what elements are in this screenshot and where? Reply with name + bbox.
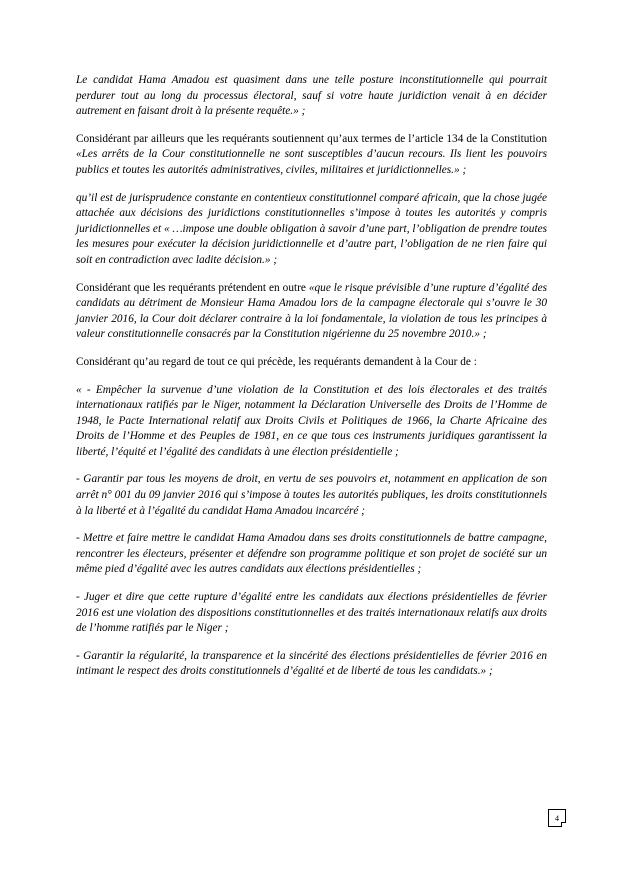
paragraph	[76, 191, 547, 269]
quoted-text: Le candidat Hama Amadou est quasiment dans une telle posture inconstitutionnelle qui pourrait perdurer tout au long du processus électoral, sauf si votre haute juridiction venait à en décider autrement en faisant droit à la présente requête.» ;	[76, 74, 547, 118]
quoted-text: - Garantir par tous les moyens de droit, en vertu de ses pouvoirs et, notamment en application de son arrêt n° 001 du 09 janvier 2016 qui s’impose à toutes les autorités publiques, les droits constitutionnels à la liberté et à l’égalité du candidat Hama Amadou incarcéré ;	[76, 473, 547, 517]
paragraph	[76, 590, 547, 637]
quoted-text: «que le risque prévisible d’une rupture d’égalité des candidats au détriment de Monsieur Hama Amadou lors de la campagne électorale qui s’ouvre le 30 janvier 2016, la Cour doit déclarer contraire à la loi fondamentale, la violation de tous les principes à valeur constitutionnelle consacrés par la Constitution nigérienne du 25 novembre 2010.» ;	[76, 281, 547, 341]
quoted-text: «Les arrêts de la Cour constitutionnelle ne sont susceptibles d’aucun recours. Ils lient les pouvoirs publics et toutes les autorités administratives, civiles, militaires et juridictionnelles.» ;	[76, 148, 547, 176]
page-number: 4	[548, 809, 566, 827]
paragraph	[76, 531, 547, 578]
body-text: Considérant que les requérants prétendent en outre	[76, 281, 309, 294]
paragraph	[76, 383, 547, 461]
document-body	[76, 73, 547, 680]
paragraph	[76, 281, 547, 343]
paragraph	[76, 472, 547, 519]
quoted-text: qu’il est de jurisprudence constante en contentieux constitutionnel comparé africain, que la chose jugée attachée aux décisions des juridictions constitutionnelles s’impose à toutes les autorités y compris juridictionnelles et « …impose une double obligation à savoir d’une part, l’obligation de prendre toutes les mesures pour exécuter la décision juridictionnelle et d’autre part, l’obligation de ne rien faire qui soit en contradiction avec ladite décision.» ;	[76, 191, 547, 266]
paragraph	[76, 73, 547, 120]
quoted-text: - Garantir la régularité, la transparence et la sincérité des élections présidentielles de février 2016 en intimant le respect des droits constitutionnels d’égalité et de liberté de tous les candidats.» ;	[76, 649, 547, 678]
body-text: Considérant par ailleurs que les requérants soutiennent qu’aux termes de l’article 134 de la Constitution	[76, 132, 547, 145]
quoted-text: - Juger et dire que cette rupture d’égalité entre les candidats aux élections présidentielles de février 2016 est une violation des dispositions constitutionnelles et des traités internationaux relatifs aux droits de l’homme ratifiés par le Niger ;	[76, 591, 547, 635]
paragraph	[76, 649, 547, 680]
body-text: Considérant qu’au regard de tout ce qui précède, les requérants demandent à la Cour de :	[76, 355, 477, 368]
quoted-text: « - Empêcher la survenue d’une violation de la Constitution et des lois électorales et des traités internationaux ratifiés par le Niger, notamment la Déclaration Universelle des Droits de l’Homme de 1948, le Pacte International relatif aux Droits Civils et Politiques de 1966, la Charte Africaine des Droits de l’Homme et des Peuples de 1981, en ce que tous ces instruments juridiques garantissent la liberté, l’équité et l’égalité des candidats à une élection présidentielle ;	[76, 383, 547, 458]
paragraph	[76, 355, 547, 371]
quoted-text: - Mettre et faire mettre le candidat Hama Amadou dans ses droits constitutionnels de battre campagne, rencontrer les électeurs, présenter et défendre son programme politique et son projet de société sur un même pied d’égalité avec les autres candidats aux élections présidentielles ;	[76, 532, 547, 576]
paragraph	[76, 132, 547, 179]
